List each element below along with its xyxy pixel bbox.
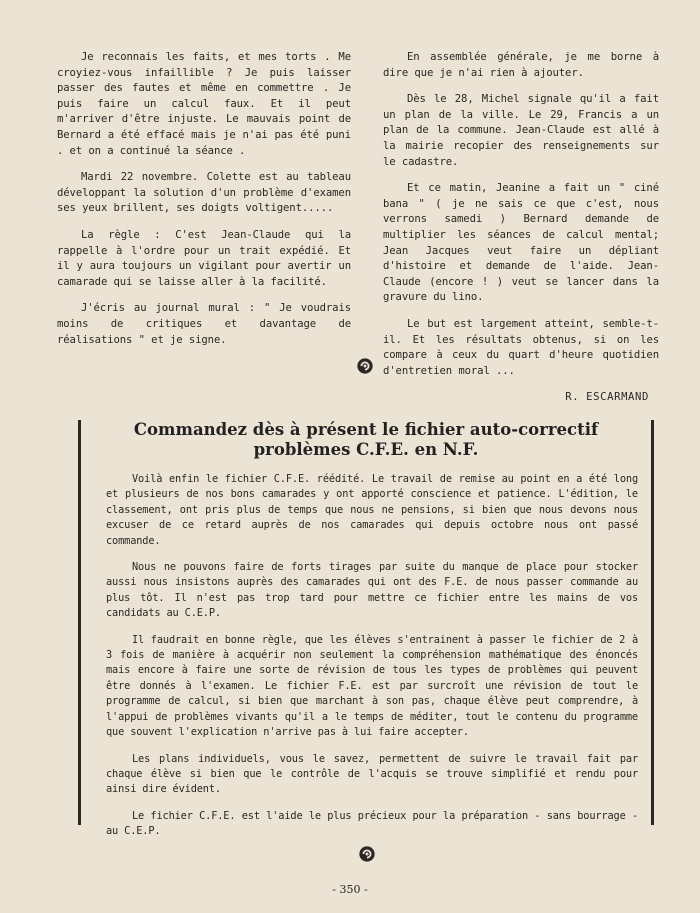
paragraph: Dès le 28, Michel signale qu'il a fait un plan de la ville. Le 29, Francis a un plan de la commune. Jean-Claude est allé à la mairie recopier des renseignements sur le cadastre. [383,93,659,168]
title-line: problèmes C.F.E. en N.F. [253,440,479,459]
left-column [57,50,351,359]
paragraph: Nous ne pouvons faire de forts tirages par suite du manque de place pour stocker aussi nous insistons auprès des camarades qui ont des F.E. de nous passer commande au plus tôt. Il n'est pas trop tard pour mettre ce fichier entre les mains de vos candidats au C.E.P. [106,561,638,620]
paragraph: Voilà enfin le fichier C.F.E. réédité. Le travail de remise au point en a été long et plusieurs de nos bons camarades y ont apporté conscience et patience. L'édition, le classement, ont pris plus de temps que nous ne pensions, si bien que nous devons nous excuser de ce retard auprès de nos camarades qui depuis octobre nous ont passé commande. [106,473,638,547]
right-border-rule [651,420,654,825]
spiral-ornament-icon [358,845,376,863]
announcement-title [98,420,634,460]
spiral-ornament-icon [356,357,374,375]
paragraph: Et ce matin, Jeanine a fait un " ciné bana " ( je ne sais ce que c'est, nous verrons samedi ) Bernard demande de multiplier les séances de calcul mental; Jean Jacques veut faire un dépliant d'histoire et demande de l'aide. Jean-Claude (encore ! ) veut se lancer dans la gravure du lino. [383,182,659,304]
page-number: - 350 - [332,883,368,896]
announcement-box [78,420,654,838]
title-line: Commandez dès à présent le fichier auto-correctif [133,420,599,439]
paragraph: J'écris au journal mural : " Je voudrais moins de critiques et davantage de réalisations " et je signe. [57,302,351,346]
paragraph: La règle : C'est Jean-Claude qui la rappelle à l'ordre pour un trait expédié. Et il y aura toujours un vigilant pour avertir un camarade qui se laisse aller à la facilité. [57,228,351,288]
author-signature: R. ESCARMAND [565,391,649,404]
paragraph: Les plans individuels, vous le savez, permettent de suivre le travail fait par chaque élève si bien que le contrôle de l'acquis se trouve simplifié et rendu pour ainsi dire évident. [106,752,638,796]
right-column [383,50,659,406]
left-border-rule [78,420,81,825]
paragraph: Le but est largement atteint, semble-t-il. Et les résultats obtenus, si on les compare à ceux du quart d'heure quotidien d'entretien moral ... [383,317,659,377]
announcement-body [106,472,638,851]
paragraph: En assemblée générale, je me borne à dire que je n'ai rien à ajouter. [383,51,659,79]
paragraph: Il faudrait en bonne règle, que les élèves s'entrainent à passer le fichier de 2 à 3 fois de manière à acquérir non seulement la compréhension mathématique des énoncés mais encore à faire une sorte de révision de tous les types de problèmes qui peuvent être donnés à l'examen. Le fichier F.E. est par surcroît une révision de tout le programme de calcul, si bien que marchant à son pas, chaque élève peut comprendre, à l'appui de problèmes vivants qu'il a le temps de méditer, tout le contenu du programme que souvent l'explication n'arrive pas à lui faire accepter. [106,633,638,739]
paragraph: Mardi 22 novembre. Colette est au tableau développant la solution d'un problème d'examen ses yeux brillent, ses doigts voltigent..... [57,171,351,215]
paragraph: Je reconnais les faits, et mes torts . Me croyiez-vous infaillible ? Je puis laisser passer des fautes et même en commettre . Je puis faire un calcul faux. Et il peut m'arriver d'être injuste. Le mauvais point de Bernard a été effacé mais je n'ai pas été puni . et on a continué la séance . [57,51,351,157]
paragraph: Le fichier C.F.E. est l'aide le plus précieux pour la préparation - sans bourrage - au C.E.P. [106,809,638,838]
